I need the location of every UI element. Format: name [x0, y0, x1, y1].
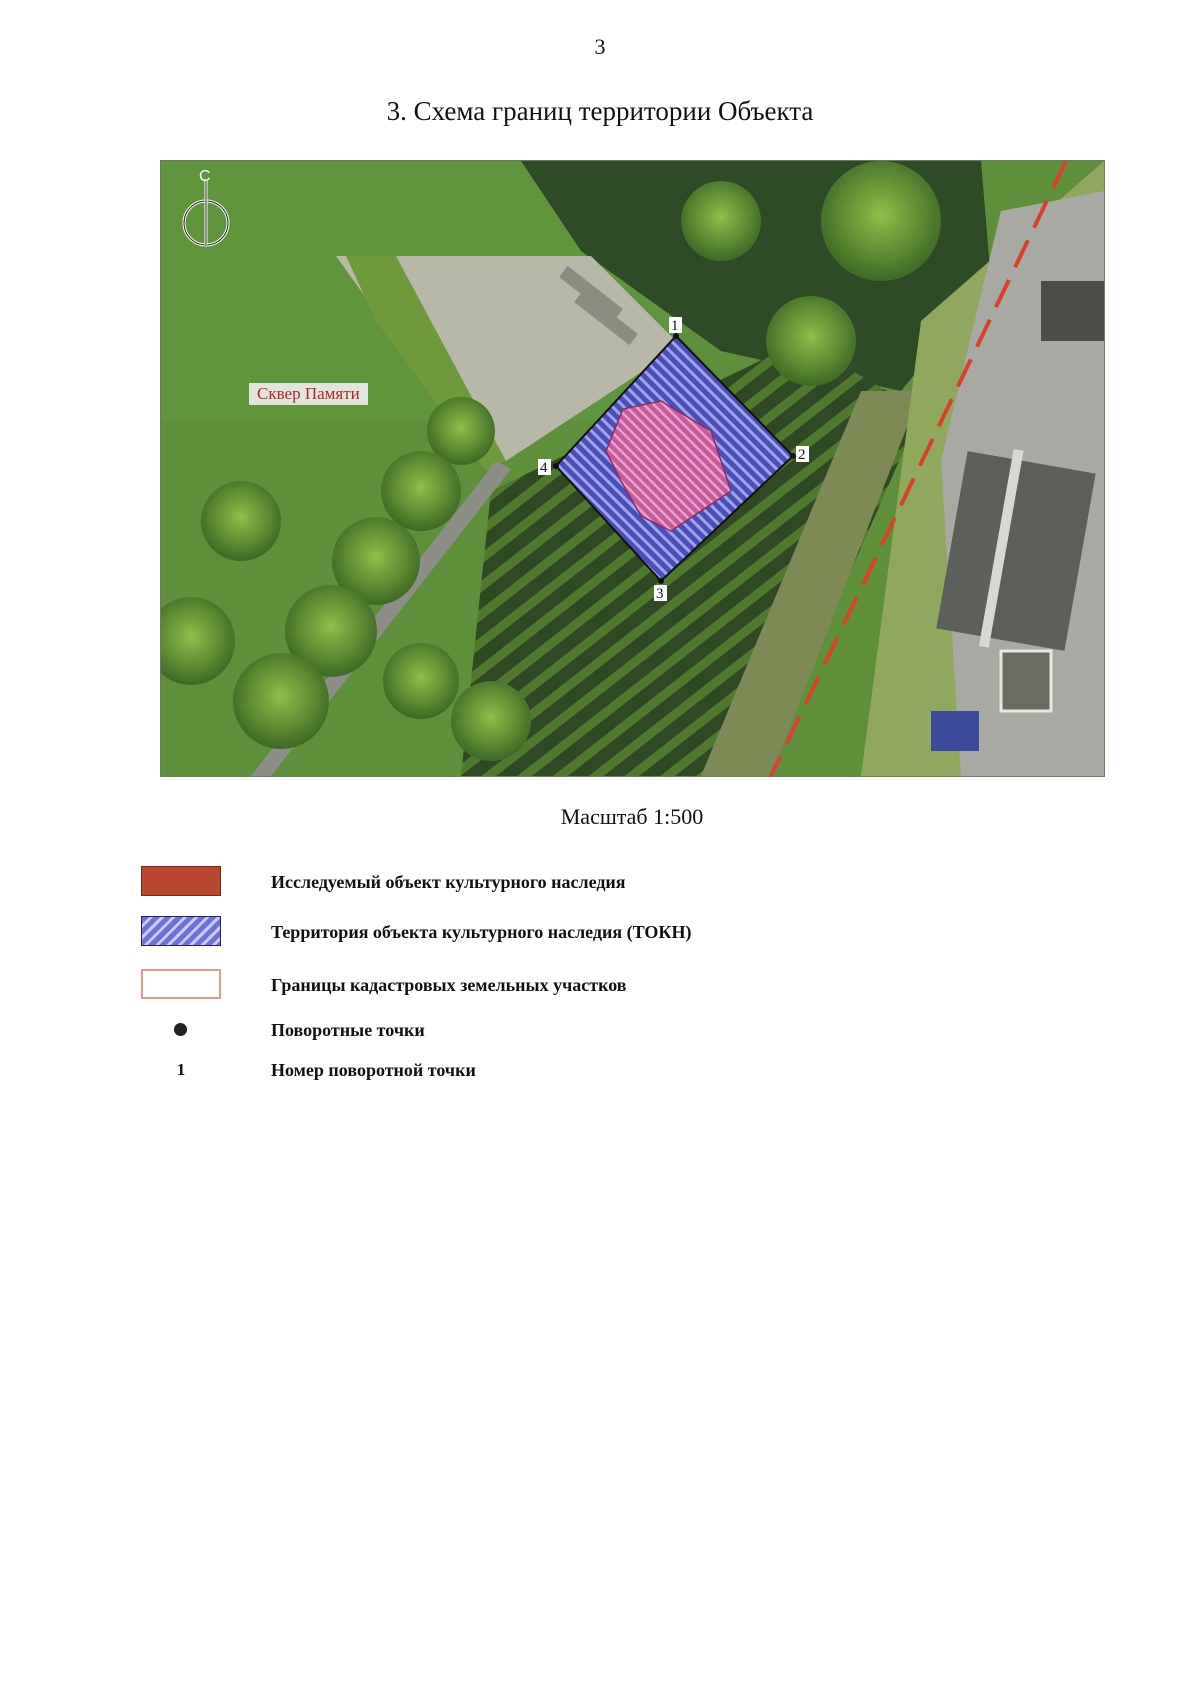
point-number: 4 [540, 460, 548, 476]
legend-item [141, 916, 1041, 950]
legend-label: Территория объекта культурного наследия (ТОКН) [271, 922, 692, 942]
map-scale: Масштаб 1:500 [560, 804, 704, 829]
turning-point [790, 453, 796, 459]
legend-label: Номер поворотной точки [271, 1060, 476, 1080]
turning-point [553, 463, 559, 469]
document-title: 3. Схема границ территории Объекта [386, 96, 814, 126]
cadastre-swatch [141, 969, 221, 999]
point-number-symbol: 1 [176, 1060, 186, 1079]
legend-label: Исследуемый объект культурного наследия [271, 872, 626, 892]
turning-point [658, 578, 664, 584]
territory-swatch [141, 916, 221, 946]
point-number: 2 [798, 447, 806, 463]
place-label: Сквер Памяти [249, 383, 368, 405]
legend-label: Границы кадастровых земельных участков [271, 975, 627, 995]
point-number: 1 [671, 318, 679, 334]
legend-label: Поворотные точки [271, 1020, 425, 1040]
legend-item [141, 1054, 1041, 1088]
turning-point-dot-icon [174, 1023, 187, 1036]
north-label: С [199, 168, 211, 185]
legend-item [141, 1014, 1041, 1048]
page-number: 3 [594, 34, 606, 59]
object-swatch [141, 866, 221, 896]
legend-item [141, 969, 1041, 1003]
aerial-photo [161, 161, 1104, 776]
scheme-map [160, 160, 1105, 777]
legend-item [141, 866, 1041, 900]
point-number: 3 [656, 586, 664, 602]
